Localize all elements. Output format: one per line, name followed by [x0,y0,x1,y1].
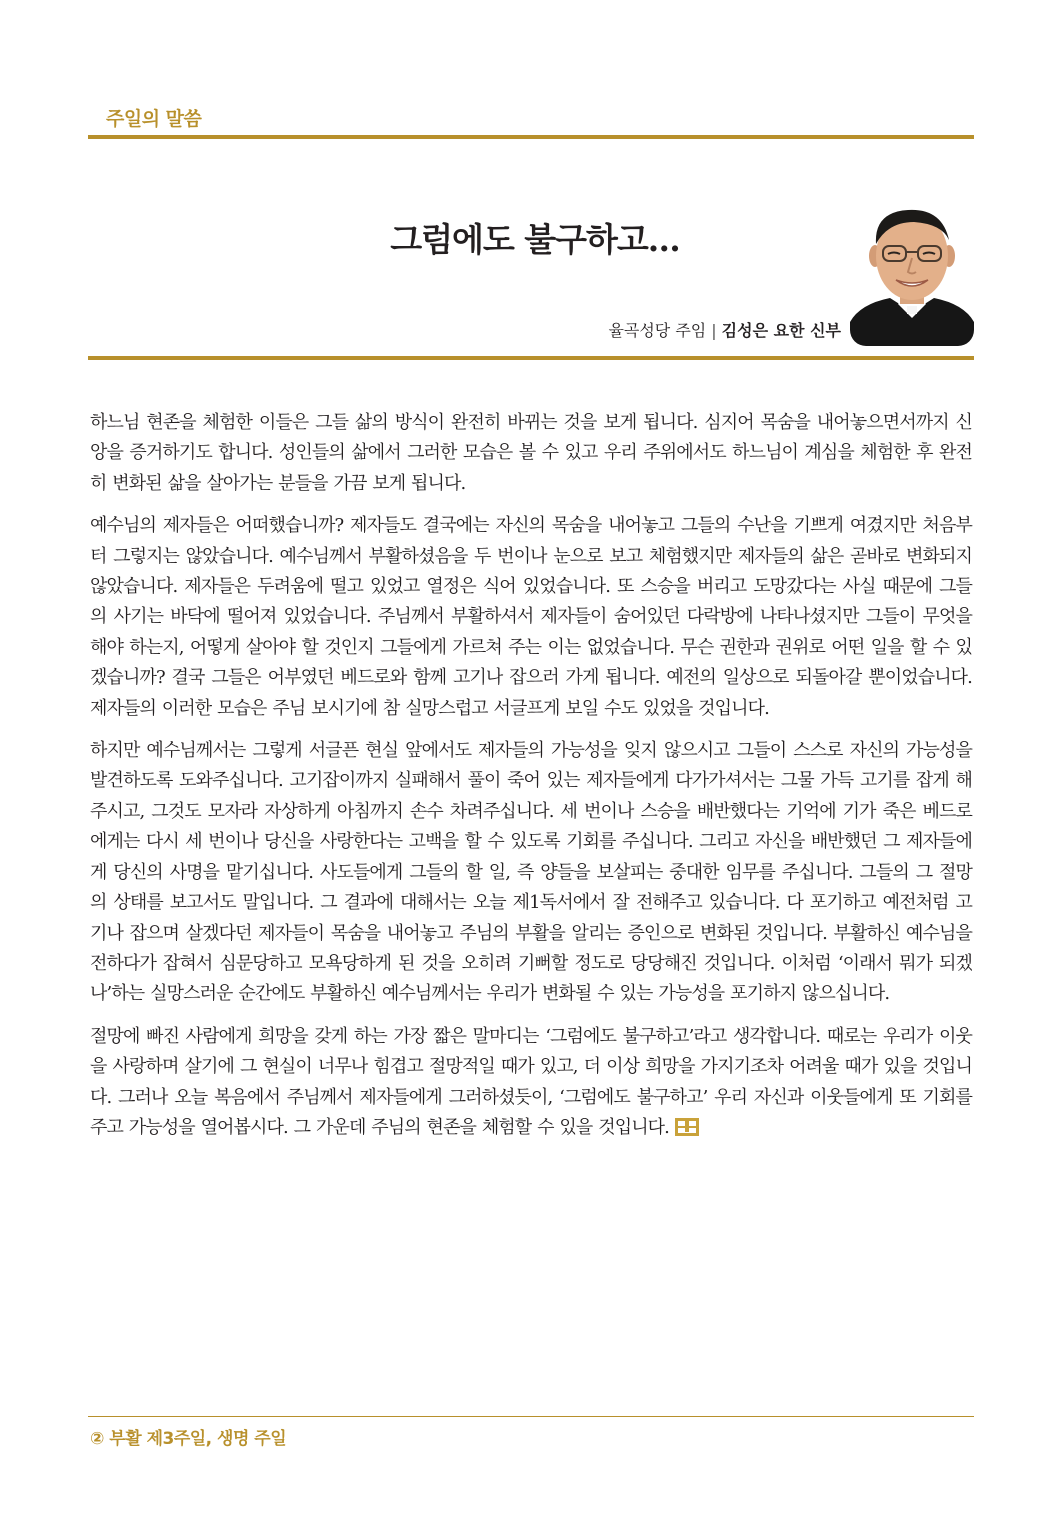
byline-separator: | [711,321,717,340]
article-body [90,408,972,1155]
footer-divider [88,1416,974,1417]
page-footer-label: ② 부활 제3주일, 생명 주일 [90,1429,287,1449]
header-divider [88,356,974,360]
paragraph-2: 예수님의 제자들은 어떠했습니까? 제자들도 결국에는 자신의 목숨을 내어놓고 그들의 수난을 기쁘게 여겼지만 처음부터 그렇지는 않았습니다. 예수님께서 부활하셨음을 두 번이나 눈으로 보고 체험했지만 제자들의 삶은 곧바로 변화되지 않았습니다. 제자들은 두려움에 떨고 있었고 열정은 식어 있었습니다. 또 스승을 버리고 도망갔다는 사실 때문에 그들의 사기는 바닥에 떨어져 있었습니다. 주님께서 부활하셔서 제자들이 숨어있던 다락방에 나타나셨지만 그들이 무엇을 해야 하는지, 어떻게 살아야 할 것인지 그들에게 가르쳐 주는 이는 없었습니다. 무슨 권한과 권위로 어떤 일을 할 수 있겠습니까? 결국 그들은 어부였던 베드로와 함께 고기나 잡으러 가게 됩니다. 예전의 일상으로 되돌아갈 뿐이었습니다. 제자들의 이러한 모습은 주님 보시기에 참 실망스럽고 서글프게 보일 수도 있었을 것입니다. [90,515,972,719]
ornament-end-mark-icon [675,1116,699,1134]
byline-author: 김성은 요한 신부 [721,321,841,340]
byline-role: 율곡성당 주임 [608,321,707,340]
paragraph-1: 하느님 현존을 체험한 이들은 그들 삶의 방식이 완전히 바뀌는 것을 보게 됩니다. 심지어 목숨을 내어놓으면서까지 신앙을 증거하기도 합니다. 성인들의 삶에서 그러한 모습은 볼 수 있고 우리 주위에서도 하느님이 계심을 체험한 후 완전히 변화된 삶을 살아가는 분들을 가끔 보게 됩니다. [90,412,972,494]
byline [608,318,841,341]
paragraph-4 [90,1022,972,1144]
section-label: 주일의 말씀 [106,108,202,130]
article-title: 그럼에도 불구하고… [390,220,680,259]
paragraph-3: 하지만 예수님께서는 그렇게 서글픈 현실 앞에서도 제자들의 가능성을 잊지 않으시고 그들이 스스로 자신의 가능성을 발견하도록 도와주십니다. 고기잡이까지 실패해서 풀이 죽어 있는 제자들에게 다가가셔서는 그물 가득 고기를 잡게 해주시고, 그것도 모자라 자상하게 아침까지 손수 차려주십니다. 세 번이나 스승을 배반했다는 기억에 기가 죽은 베드로에게는 다시 세 번이나 당신을 사랑한다는 고백을 할 수 있도록 기회를 주십니다. 그리고 자신을 배반했던 그 제자들에게 당신의 사명을 맡기십니다. 사도들에게 그들의 할 일, 즉 양들을 보살피는 중대한 임무를 주십니다. 그들의 그 절망의 상태를 보고서도 말입니다. 그 결과에 대해서는 오늘 제1독서에서 잘 전해주고 있습니다. 다 포기하고 예전처럼 고기나 잡으며 살겠다던 제자들이 목숨을 내어놓고 주님의 부활을 알리는 증인으로 변화된 것입니다. 부활하신 예수님을 전하다가 잡혀서 심문당하고 모욕당하게 된 것을 오히려 기뻐할 정도로 당당해진 것입니다. 이처럼 ‘이래서 뭐가 되겠나’하는 실망스러운 순간에도 부활하신 예수님께서는 우리가 변화될 수 있는 가능성을 포기하지 않으십니다. [90,740,972,1005]
author-portrait [850,200,974,346]
top-divider [88,135,974,139]
paragraph-4-text: 절망에 빠진 사람에게 희망을 갖게 하는 가장 짧은 말마디는 ‘그럼에도 불구하고’라고 생각합니다. 때로는 우리가 이웃을 사랑하며 살기에 그 현실이 너무나 힘겹고 절망적일 때가 있고, 더 이상 희망을 가지기조차 어려울 때가 있을 것입니다. 그러나 오늘 복음에서 주님께서 제자들에게 그러하셨듯이, ‘그럼에도 불구하고’ 우리 자신과 이웃들에게 또 기회를 주고 가능성을 열어봅시다. 그 가운데 주님의 현존을 체험할 수 있을 것입니다. [90,1025,972,1138]
